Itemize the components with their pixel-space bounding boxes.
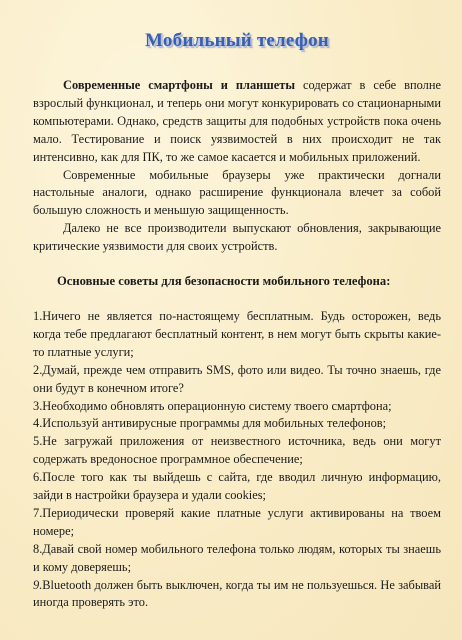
intro-paragraph-1-text: содержат в себе вполне взрослый функционал, и теперь они могут конкурировать со стационарными компьютерами. Однако, средств защиты для подобных устройств пока очень мало. Тестирование и поиск уязвимостей в них происходит не так интенсивно, как для ПК, то же самое касается и мобильных приложений. <box>33 78 441 164</box>
tip-text: Думай, прежде чем отправить SMS, фото или видео. Ты точно знаешь, где они будут в конечном итоге? <box>33 362 441 395</box>
tip-number: 9. <box>33 577 43 592</box>
tip-number: 5. <box>33 434 43 449</box>
tip-number: 6. <box>33 470 43 485</box>
tip-text: Bluetooth должен быть выключен, когда ты им не пользуешься. Не забывай иногда проверять это. <box>33 577 441 610</box>
tips-list <box>33 308 441 612</box>
tip-item <box>33 308 441 362</box>
tip-number: 1. <box>33 308 43 323</box>
tips-heading: Основные советы для безопасности мобильного телефона: <box>57 274 391 289</box>
tip-item <box>33 433 441 469</box>
tip-item <box>33 469 441 505</box>
tip-number: 3. <box>33 398 43 413</box>
intro-paragraph-3: Далеко не все производители выпускают обновления, закрывающие критические уязвимости для своих устройств. <box>33 221 441 254</box>
tip-number: 8. <box>33 541 43 556</box>
tip-number: 4. <box>33 416 43 431</box>
intro-bold-phrase: Современные смартфоны и планшеты <box>63 78 296 92</box>
tip-item <box>33 415 441 433</box>
tip-text: Периодически проверяй какие платные услуги активированы на твоем номере; <box>33 505 441 538</box>
tip-item <box>33 362 441 398</box>
tip-item <box>33 541 441 577</box>
tip-number: 7. <box>33 505 43 520</box>
tip-text: Используй антивирусные программы для мобильных телефонов; <box>42 416 387 431</box>
page-title: Мобильный телефон <box>145 30 329 51</box>
tip-text: После того как ты выйдешь с сайта, где вводил личную информацию, зайди в настройки браузера и удали cookies; <box>33 470 441 503</box>
tip-text: Не загружай приложения от неизвестного источника, ведь они могут содержать вредоносное программное обеспечение; <box>33 434 441 467</box>
tip-number: 2. <box>33 362 43 377</box>
tip-item <box>33 505 441 541</box>
intro-paragraph-1 <box>33 77 441 167</box>
tip-text: Ничего не является по-настоящему бесплатным. Будь осторожен, ведь когда тебе предлагают бесплатный контент, в нем могут быть скрыты какие-то платные услуги; <box>33 308 441 359</box>
intro-paragraph-2: Современные мобильные браузеры уже практически догнали настольные аналоги, однако расширение функционала влечет за собой большую сложность и меньшую защищенность. <box>33 167 441 218</box>
tip-text: Давай свой номер мобильного телефона только людям, которых ты знаешь и кому доверяешь; <box>33 541 441 574</box>
document-page <box>33 30 441 612</box>
tip-item <box>33 577 441 613</box>
tip-item <box>33 398 441 416</box>
tip-text: Необходимо обновлять операционную систему твоего смартфона; <box>42 398 392 413</box>
